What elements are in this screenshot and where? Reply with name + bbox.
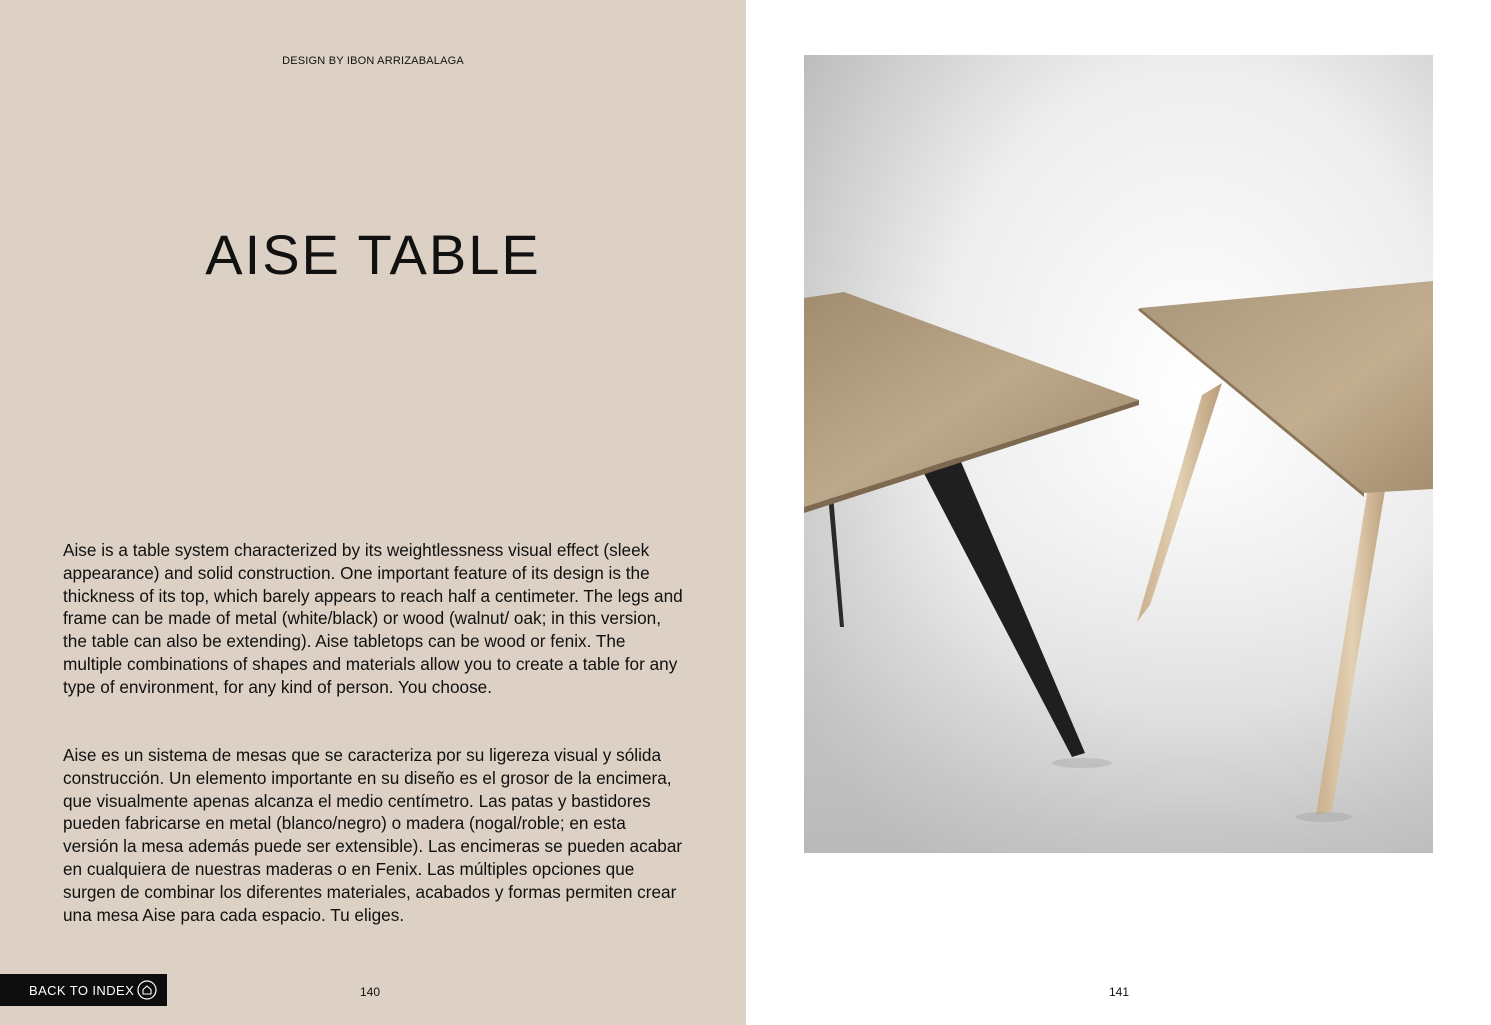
description-spanish: Aise es un sistema de mesas que se caracteriza por su ligereza visual y sólida construcción. Un elemento importante en su diseño es el grosor de la encimera, que visualmente apenas alcanza el medio centímetro. Las patas y bastidores pueden fabricarse en metal (blanco/negro) o madera (nogal/roble; en esta versión la mesa además puede ser extensible). Las encimeras se pueden acabar en cualquiera de nuestras maderas o en Fenix. Las múltiples opciones que surgen de combinar los diferentes materiales, acabados y formas permiten crear una mesa Aise para cada espacio. Tu eliges. — [63, 745, 683, 925]
designer-credit: DESIGN BY IBON ARRIZABALAGA — [282, 55, 464, 67]
description-english: Aise is a table system characterized by its weightlessness visual effect (sleek appearance) and solid construction. One important feature of its design is the thickness of its top, which barely appears to reach half a centimeter. The legs and frame can be made of metal (white/black) or wood (walnut/ oak; in this version, the table can also be extending). Aise tabletops can be wood or fenix. The multiple combinations of shapes and materials allow you to create a table for any type of environment, for any kind of person. You choose. — [63, 540, 683, 697]
product-photo — [804, 55, 1433, 853]
page-number-right: 141 — [1109, 985, 1130, 999]
home-icon — [137, 980, 157, 1000]
back-to-index-label: BACK TO INDEX — [29, 982, 135, 998]
two-tables-photo — [804, 55, 1433, 853]
back-to-index-button[interactable] — [0, 974, 167, 1006]
page-title: AISE TABLE — [205, 223, 541, 286]
page-number-left: 140 — [360, 985, 381, 999]
